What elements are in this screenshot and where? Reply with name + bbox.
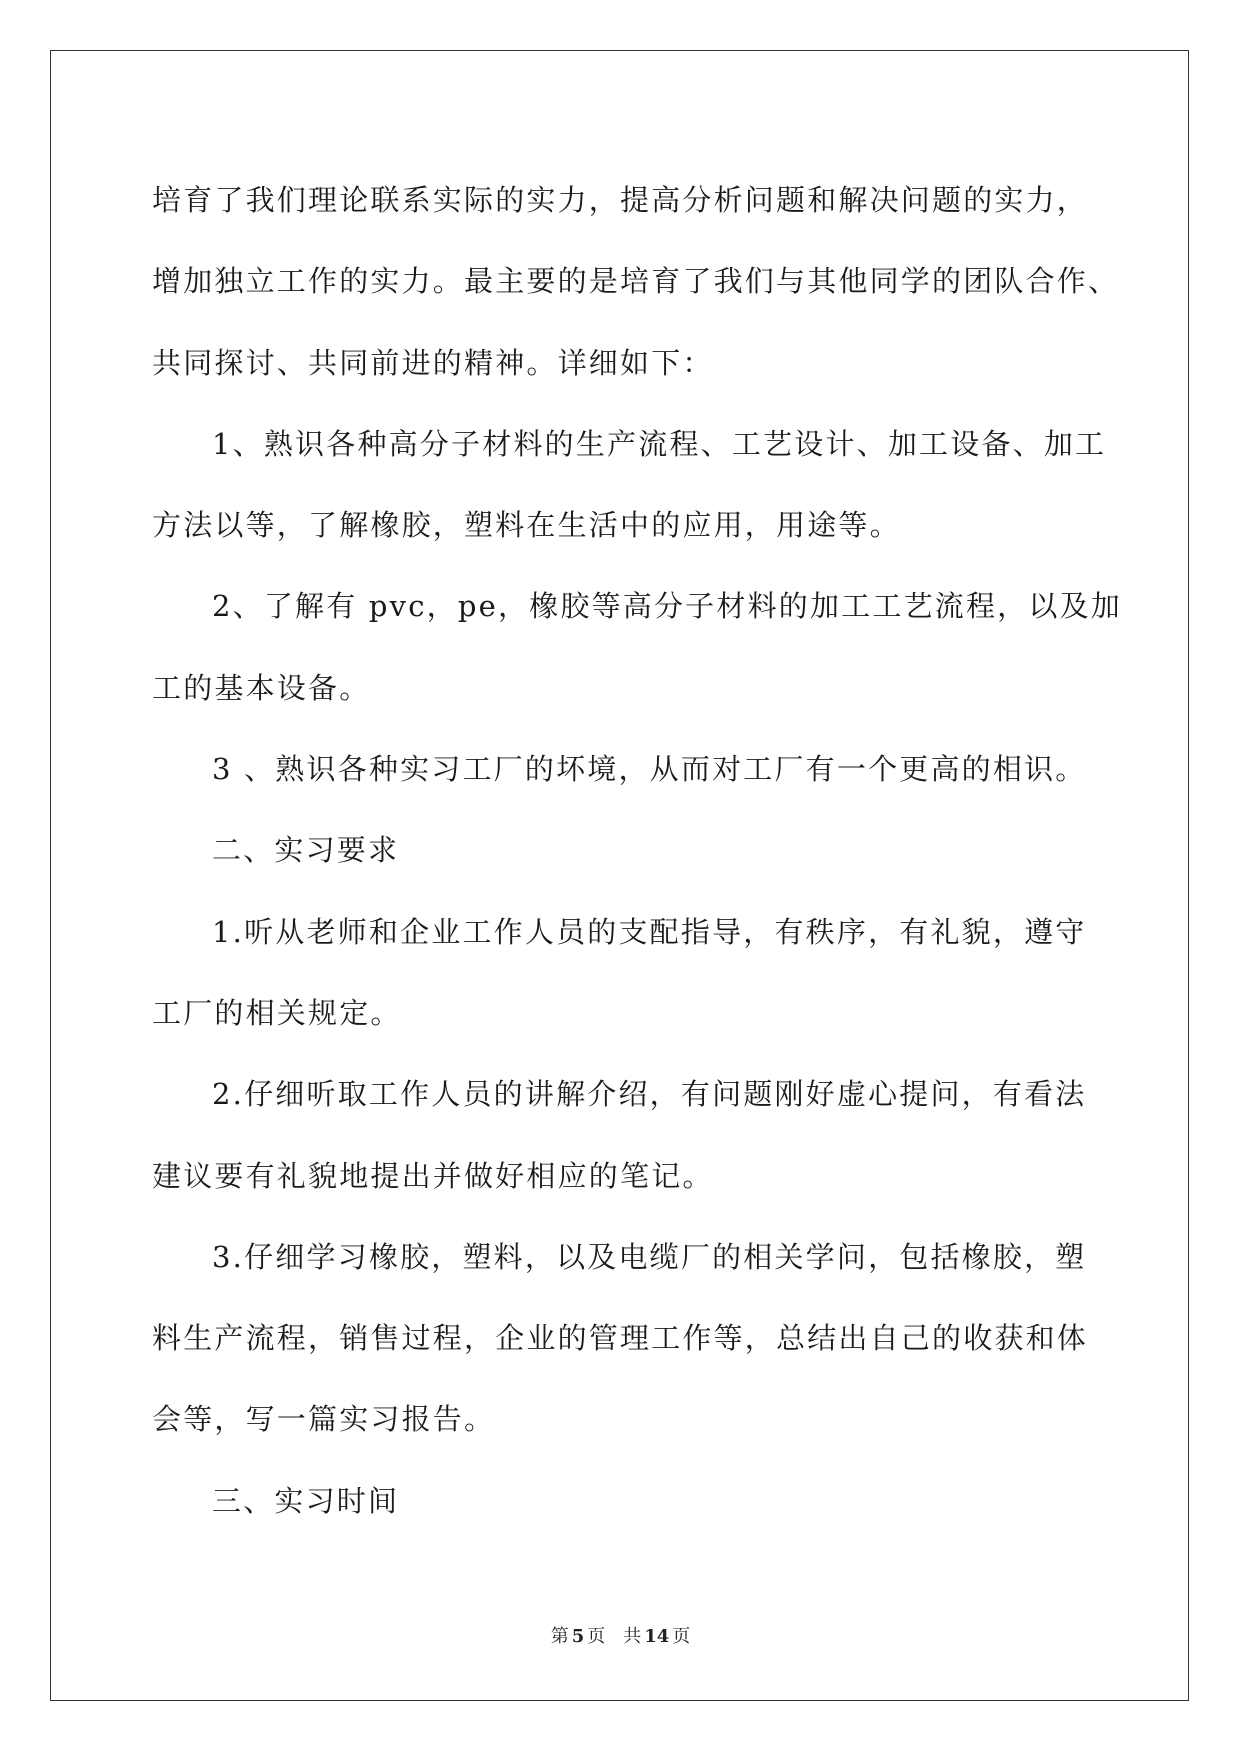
section-heading: 三、实习时间 — [212, 1483, 400, 1518]
page-number: 5 — [571, 1626, 585, 1647]
total-pages: 14 — [644, 1626, 670, 1647]
body-line: 会等，写一篇实习报告。 — [152, 1402, 496, 1437]
body-line: 3.仔细学习橡胶，塑料，以及电缆厂的相关学问，包括橡胶，塑 — [212, 1239, 1087, 1274]
total-prefix: 共 — [623, 1626, 642, 1647]
body-line: 增加独立工作的实力。最主要的是培育了我们与其他同学的团队合作、 — [152, 264, 1120, 299]
body-line: 培育了我们理论联系实际的实力，提高分析问题和解决问题的实力， — [152, 183, 1089, 217]
section-heading: 二、实习要求 — [212, 833, 400, 868]
body-line: 料生产流程，销售过程，企业的管理工作等，总结出自己的收获和体 — [152, 1321, 1089, 1356]
page-suffix: 页 — [587, 1626, 606, 1647]
body-line: 方法以等，了解橡胶，塑料在生活中的应用，用途等。 — [152, 508, 901, 543]
body-line: 2、了解有 pvc，pe，橡胶等高分子材料的加工工艺流程，以及加 — [212, 589, 1122, 624]
body-line: 工厂的相关规定。 — [152, 995, 402, 1030]
body-line: 2.仔细听取工作人员的讲解介绍，有问题刚好虚心提问，有看法 — [212, 1077, 1087, 1112]
body-line: 工的基本设备。 — [152, 670, 371, 705]
body-line: 建议要有礼貌地提出并做好相应的笔记。 — [152, 1158, 714, 1193]
page-footer — [0, 1622, 1241, 1648]
body-line: 1.听从老师和企业工作人员的支配指导，有秩序，有礼貌，遵守 — [212, 914, 1087, 949]
body-line: 共同探讨、共同前进的精神。详细如下： — [152, 345, 714, 380]
page-prefix: 第 — [550, 1626, 569, 1647]
body-line: 3 、熟识各种实习工厂的坏境，从而对工厂有一个更高的相识。 — [212, 752, 1087, 787]
total-suffix: 页 — [672, 1626, 691, 1647]
body-line: 1、熟识各种高分子材料的生产流程、工艺设计、加工设备、加工 — [212, 426, 1107, 461]
document-body — [152, 160, 1122, 1542]
